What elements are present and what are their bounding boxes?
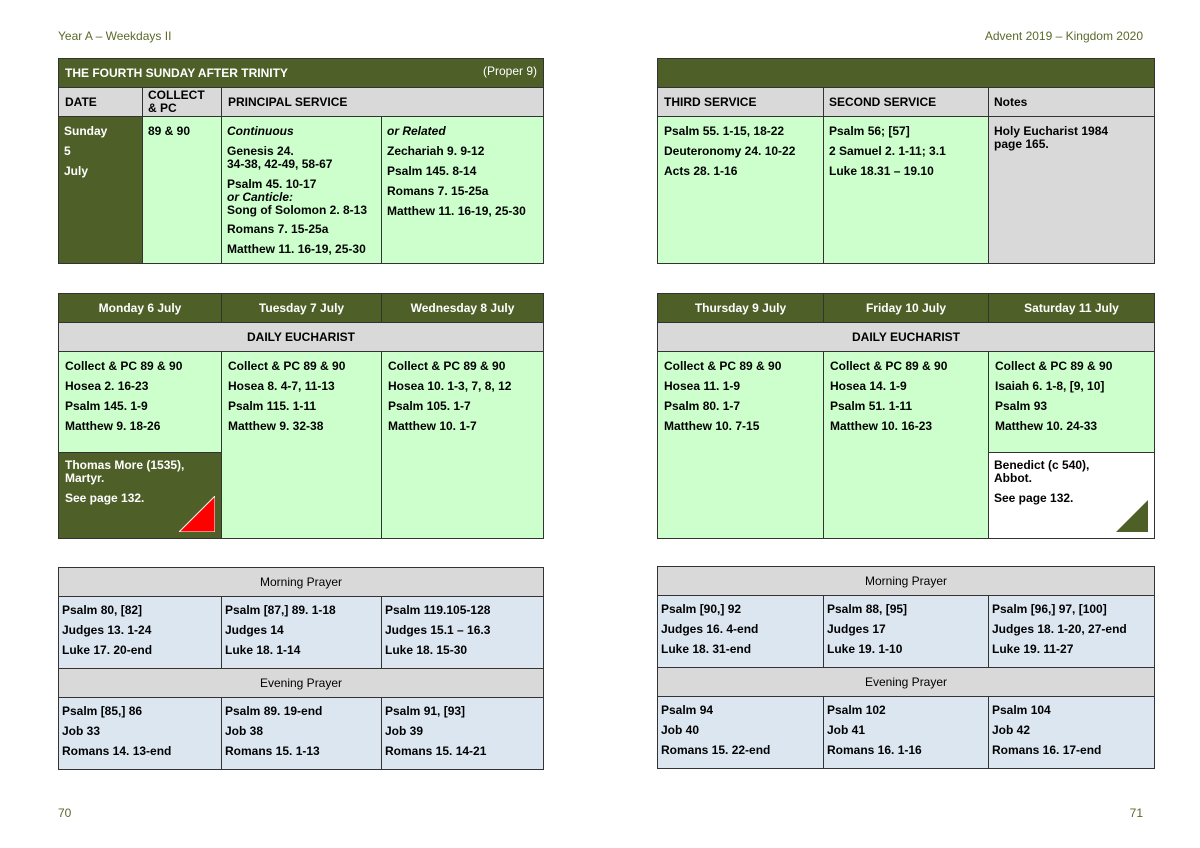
sunday-title: THE FOURTH SUNDAY AFTER TRINITY <box>65 66 288 80</box>
day-header-wednesday: Wednesday 8 July <box>382 294 544 323</box>
day-header-friday: Friday 10 July <box>824 294 989 323</box>
evening-saturday: Psalm 104 Job 42 Romans 16. 17-end <box>989 697 1155 769</box>
thursday-readings: Collect & PC 89 & 90 Hosea 11. 1-9 Psalm 80. 1-7 Matthew 10. 7-15 <box>658 352 824 539</box>
red-feast-marker-icon <box>179 496 215 532</box>
col-header-third: THIRD SERVICE <box>658 88 824 117</box>
tuesday-readings: Collect & PC 89 & 90 Hosea 8. 4-7, 11-13 Psalm 115. 1-11 Matthew 9. 32-38 <box>222 352 382 539</box>
monday-commemoration: Thomas More (1535), Martyr. See page 132. <box>59 453 222 539</box>
second-service-cell: Psalm 56; [57] 2 Samuel 2. 1-11; 3.1 Luke 18.31 – 19.10 <box>824 117 989 264</box>
morning-thursday: Psalm [90,] 92 Judges 16. 4-end Luke 18. 31-end <box>658 596 824 668</box>
col-header-principal: PRINCIPAL SERVICE <box>222 88 544 117</box>
saturday-commemoration: Benedict (c 540), Abbot. See page 132. <box>989 453 1155 539</box>
third-service-cell: Psalm 55. 1-15, 18-22 Deuteronomy 24. 10-22 Acts 28. 1-16 <box>658 117 824 264</box>
morning-monday: Psalm 80, [82] Judges 13. 1-24 Luke 17. 20-end <box>59 597 222 669</box>
evening-prayer-label: Evening Prayer <box>59 669 544 698</box>
related-cell: or Related Zechariah 9. 9-12 Psalm 145. 8-14 Romans 7. 15-25a Matthew 11. 16-19, 25-30 <box>382 117 544 264</box>
col-header-collect: COLLECT & PC <box>143 88 222 117</box>
page-number-right: 71 <box>1129 806 1143 820</box>
daily-eucharist-label-right: DAILY EUCHARIST <box>658 323 1155 352</box>
green-feast-marker-icon <box>1116 500 1148 532</box>
morning-wednesday: Psalm 119.105-128 Judges 15.1 – 16.3 Luke 18. 15-30 <box>382 597 544 669</box>
sunday-date-cell: Sunday 5 July <box>59 117 143 264</box>
sunday-title-bar <box>59 59 544 88</box>
office-table-left <box>58 567 544 770</box>
col-header-second: SECOND SERVICE <box>824 88 989 117</box>
week-table-right <box>657 293 1155 539</box>
morning-tuesday: Psalm [87,] 89. 1-18 Judges 14 Luke 18. 1-14 <box>222 597 382 669</box>
proper-number: (Proper 9) <box>482 64 537 78</box>
wednesday-readings: Collect & PC 89 & 90 Hosea 10. 1-3, 7, 8, 12 Psalm 105. 1-7 Matthew 10. 1-7 <box>382 352 544 539</box>
sunday-title-bar-right <box>658 59 1155 88</box>
col-header-notes: Notes <box>989 88 1155 117</box>
sunday-collect-cell: 89 & 90 <box>143 117 222 264</box>
evening-thursday: Psalm 94 Job 40 Romans 15. 22-end <box>658 697 824 769</box>
day-header-saturday: Saturday 11 July <box>989 294 1155 323</box>
monday-readings: Collect & PC 89 & 90 Hosea 2. 16-23 Psalm 145. 1-9 Matthew 9. 18-26 <box>59 352 222 453</box>
evening-friday: Psalm 102 Job 41 Romans 16. 1-16 <box>824 697 989 769</box>
morning-friday: Psalm 88, [95] Judges 17 Luke 19. 1-10 <box>824 596 989 668</box>
daily-eucharist-label: DAILY EUCHARIST <box>59 323 544 352</box>
morning-saturday: Psalm [96,] 97, [100] Judges 18. 1-20, 27-end Luke 19. 11-27 <box>989 596 1155 668</box>
evening-wednesday: Psalm 91, [93] Job 39 Romans 15. 14-21 <box>382 698 544 770</box>
office-table-right <box>657 566 1155 769</box>
running-header-left: Year A – Weekdays II <box>58 29 172 43</box>
continuous-cell: Continuous Genesis 24. 34-38, 42-49, 58-67 Psalm 45. 10-17 or Canticle: Song of Solomon 2. 8-13 Romans 7. 15-25a Matthew 11. 16-19, 25-30 <box>222 117 382 264</box>
evening-monday: Psalm [85,] 86 Job 33 Romans 14. 13-end <box>59 698 222 770</box>
saturday-readings: Collect & PC 89 & 90 Isaiah 6. 1-8, [9, 10] Psalm 93 Matthew 10. 24-33 <box>989 352 1155 453</box>
col-header-date: DATE <box>59 88 143 117</box>
sunday-table-left <box>58 58 544 264</box>
week-table-left <box>58 293 544 539</box>
running-header-right: Advent 2019 – Kingdom 2020 <box>984 29 1143 43</box>
evening-prayer-label-right: Evening Prayer <box>658 668 1155 697</box>
friday-readings: Collect & PC 89 & 90 Hosea 14. 1-9 Psalm 51. 1-11 Matthew 10. 16-23 <box>824 352 989 539</box>
day-header-monday: Monday 6 July <box>59 294 222 323</box>
evening-tuesday: Psalm 89. 19-end Job 38 Romans 15. 1-13 <box>222 698 382 770</box>
morning-prayer-label: Morning Prayer <box>59 568 544 597</box>
day-header-tuesday: Tuesday 7 July <box>222 294 382 323</box>
day-header-thursday: Thursday 9 July <box>658 294 824 323</box>
sunday-table-right <box>657 58 1155 264</box>
notes-cell: Holy Eucharist 1984 page 165. <box>989 117 1155 264</box>
page-number-left: 70 <box>58 806 72 820</box>
morning-prayer-label-right: Morning Prayer <box>658 567 1155 596</box>
